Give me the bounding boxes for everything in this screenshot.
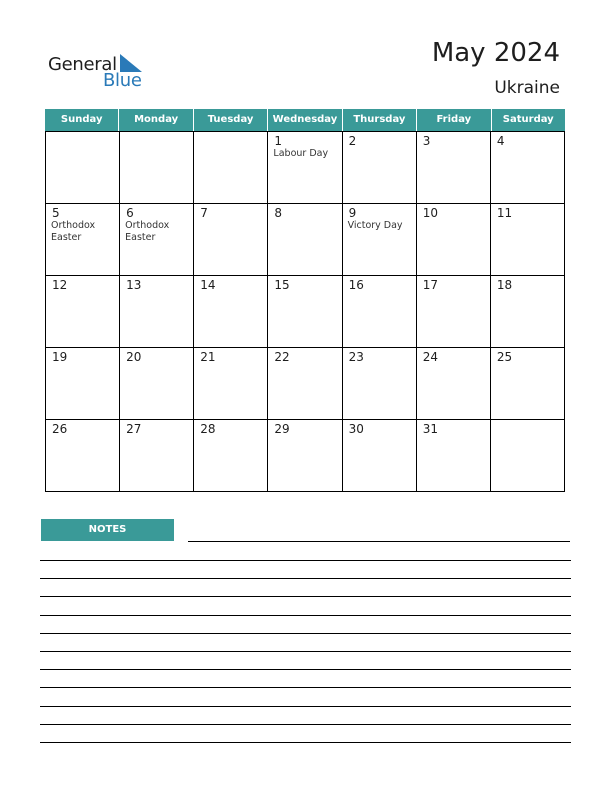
day-number: 25 bbox=[496, 350, 513, 364]
holiday-label: Orthodox Easter bbox=[125, 220, 170, 243]
weekday-thursday: Thursday bbox=[342, 109, 416, 131]
day-cell bbox=[417, 204, 491, 276]
note-line bbox=[40, 742, 571, 743]
day-cell bbox=[491, 204, 565, 276]
day-number: 23 bbox=[348, 350, 364, 364]
day-number: 20 bbox=[126, 350, 142, 364]
day-number: 29 bbox=[274, 422, 290, 436]
calendar-grid bbox=[45, 109, 565, 498]
day-cell bbox=[120, 276, 194, 348]
week-row bbox=[46, 204, 565, 276]
day-cell bbox=[491, 276, 565, 348]
day-cell bbox=[491, 348, 565, 420]
day-cell bbox=[120, 420, 194, 492]
day-cell bbox=[194, 420, 268, 492]
note-line bbox=[40, 724, 571, 725]
day-number: 24 bbox=[422, 350, 438, 364]
day-number: 14 bbox=[200, 278, 216, 292]
note-line bbox=[40, 578, 571, 579]
day-cell bbox=[194, 132, 268, 204]
day-number: 1 bbox=[274, 134, 283, 148]
holiday-label: Orthodox Easter bbox=[51, 220, 96, 243]
day-cell bbox=[268, 348, 342, 420]
day-cell bbox=[46, 132, 120, 204]
day-number: 6 bbox=[126, 206, 134, 220]
month-year-title: May 2024 bbox=[431, 38, 560, 68]
day-cell bbox=[417, 420, 491, 492]
day-number: 10 bbox=[422, 206, 438, 220]
note-line bbox=[40, 651, 571, 652]
day-cell bbox=[46, 348, 120, 420]
note-line bbox=[40, 687, 571, 688]
holiday-label: Victory Day bbox=[347, 220, 403, 231]
day-number: 16 bbox=[348, 278, 364, 292]
weekday-sunday: Sunday bbox=[60, 114, 103, 125]
day-number: 2 bbox=[348, 134, 357, 148]
day-cell bbox=[268, 420, 342, 492]
day-cell bbox=[343, 204, 417, 276]
day-cell bbox=[46, 276, 120, 348]
weekday-header bbox=[45, 109, 565, 131]
day-cell bbox=[268, 204, 342, 276]
calendar-days bbox=[45, 131, 565, 492]
day-cell bbox=[120, 132, 194, 204]
day-cell bbox=[343, 348, 417, 420]
note-line bbox=[40, 633, 571, 634]
note-line bbox=[40, 706, 571, 707]
week-row bbox=[46, 132, 565, 204]
day-number: 19 bbox=[52, 350, 68, 364]
day-cell bbox=[343, 132, 417, 204]
day-cell bbox=[194, 276, 268, 348]
week-row bbox=[46, 420, 565, 492]
weekday-wednesday: Wednesday bbox=[267, 109, 341, 131]
day-number: 22 bbox=[274, 350, 290, 364]
note-line bbox=[40, 669, 571, 670]
weekday-friday: Friday bbox=[416, 109, 490, 131]
day-cell bbox=[417, 132, 491, 204]
note-line bbox=[40, 560, 571, 561]
country-name: Ukraine bbox=[494, 78, 560, 98]
day-number: 15 bbox=[274, 278, 290, 292]
day-cell bbox=[417, 276, 491, 348]
day-number: 28 bbox=[200, 422, 216, 436]
day-cell bbox=[194, 204, 268, 276]
day-number: 8 bbox=[274, 206, 283, 220]
day-cell bbox=[343, 276, 417, 348]
day-number: 11 bbox=[496, 206, 513, 220]
day-number: 5 bbox=[52, 206, 60, 220]
day-number: 9 bbox=[348, 206, 357, 220]
day-number: 30 bbox=[348, 422, 364, 436]
day-cell bbox=[491, 132, 565, 204]
day-cell bbox=[268, 276, 342, 348]
day-cell bbox=[120, 204, 194, 276]
holiday-label: Labour Day bbox=[273, 148, 329, 159]
day-cell bbox=[268, 132, 342, 204]
day-number: 18 bbox=[496, 278, 513, 292]
logo-blue-text: Blue bbox=[103, 70, 142, 91]
day-number: 13 bbox=[126, 278, 142, 292]
note-line bbox=[40, 615, 571, 616]
day-number: 4 bbox=[496, 134, 505, 148]
week-row bbox=[46, 276, 565, 348]
week-row bbox=[46, 348, 565, 420]
day-number: 7 bbox=[200, 206, 208, 220]
day-cell bbox=[194, 348, 268, 420]
day-number: 26 bbox=[52, 422, 68, 436]
day-number: 3 bbox=[422, 134, 431, 148]
day-cell bbox=[343, 420, 417, 492]
day-cell bbox=[46, 420, 120, 492]
weekday-monday: Monday bbox=[118, 109, 192, 131]
day-number: 12 bbox=[52, 278, 68, 292]
day-cell bbox=[46, 204, 120, 276]
day-number: 21 bbox=[200, 350, 216, 364]
day-cell bbox=[491, 420, 565, 492]
day-number: 17 bbox=[422, 278, 438, 292]
day-number: 27 bbox=[126, 422, 142, 436]
general-blue-logo bbox=[48, 52, 158, 94]
note-line bbox=[188, 541, 570, 542]
day-cell bbox=[417, 348, 491, 420]
note-line bbox=[40, 596, 571, 597]
weekday-saturday: Saturday bbox=[491, 109, 565, 131]
day-number: 31 bbox=[422, 422, 438, 436]
weekday-tuesday: Tuesday bbox=[193, 109, 267, 131]
notes-label: NOTES bbox=[41, 519, 174, 541]
logo-general-text: General bbox=[48, 54, 117, 75]
day-cell bbox=[120, 348, 194, 420]
